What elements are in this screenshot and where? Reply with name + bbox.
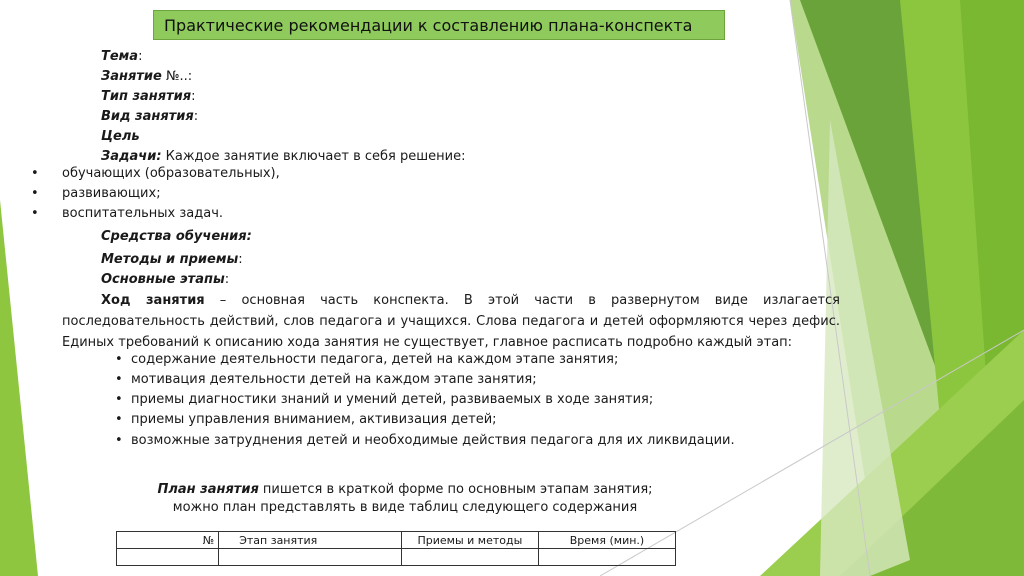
bullet-icon: • [115, 392, 123, 407]
plan-text-1: пишется в краткой форме по основным этапам занятия; [258, 482, 653, 497]
plan-table [116, 531, 676, 566]
task-item: • обучающих (образовательных), [31, 166, 280, 181]
bullet-icon: • [115, 352, 123, 367]
table-cell [117, 549, 219, 566]
field-tip: Тип занятия: [101, 89, 196, 104]
field-zanyatie: Занятие №..: [101, 69, 193, 84]
table-cell [538, 549, 675, 566]
field-tema: Тема: [101, 49, 143, 64]
field-metody: Методы и приемы: [101, 252, 243, 267]
table-header-num: № [117, 532, 219, 549]
bullet-icon: • [31, 186, 39, 201]
field-sredstva: Средства обучения: [101, 229, 252, 244]
plan-text-2: можно план представлять в виде таблиц следующего содержания [172, 500, 638, 515]
slide-title-text: Практические рекомендации к составлению плана-конспекта [164, 16, 693, 35]
task-item: • воспитательных задач. [31, 206, 224, 221]
table-header-stage: Этап занятия [219, 532, 402, 549]
table-header-row [117, 532, 676, 549]
hod-item: • возможные затруднения детей и необходимые действия педагога для их ликвидации. [115, 433, 735, 448]
table-header-time: Время (мин.) [538, 532, 675, 549]
task-item: • развивающих; [31, 186, 161, 201]
hod-item: • содержание деятельности педагога, детей на каждом этапе занятия; [115, 352, 619, 367]
table-row [117, 549, 676, 566]
left-green-shape [0, 200, 38, 576]
bullet-icon: • [31, 166, 39, 181]
hod-item: • мотивация деятельности детей на каждом этапе занятия; [115, 372, 537, 387]
table-header-methods: Приемы и методы [401, 532, 538, 549]
field-vid: Вид занятия: [101, 109, 199, 124]
hod-item: • приемы диагностики знаний и умений детей, развиваемых в ходе занятия; [115, 392, 654, 407]
hod-label: Ход занятия [101, 293, 205, 308]
field-etapy: Основные этапы: [101, 272, 230, 287]
bullet-icon: • [115, 372, 123, 387]
bullet-icon: • [31, 206, 39, 221]
slide-title [153, 10, 725, 40]
hod-text: – основная часть конспекта. В этой части в развернутом виде излагается последовательность действий, слов педагога и учащихся. Слова педагога и детей оформляются через дефис. Единых требований к описанию хода занятия не существует, главное расписать подробно каждый этап: [62, 293, 841, 350]
field-zadachi: Задачи: Каждое занятие включает в себя решение: [101, 149, 466, 164]
hod-item: • приемы управления вниманием, активизация детей; [115, 412, 497, 427]
plan-label: План занятия [157, 482, 259, 497]
plan-paragraph [120, 481, 690, 517]
bullet-icon: • [115, 433, 123, 448]
table-cell [401, 549, 538, 566]
hod-paragraph [62, 290, 840, 353]
field-cel: Цель [101, 129, 140, 144]
bullet-icon: • [115, 412, 123, 427]
table-cell [219, 549, 402, 566]
